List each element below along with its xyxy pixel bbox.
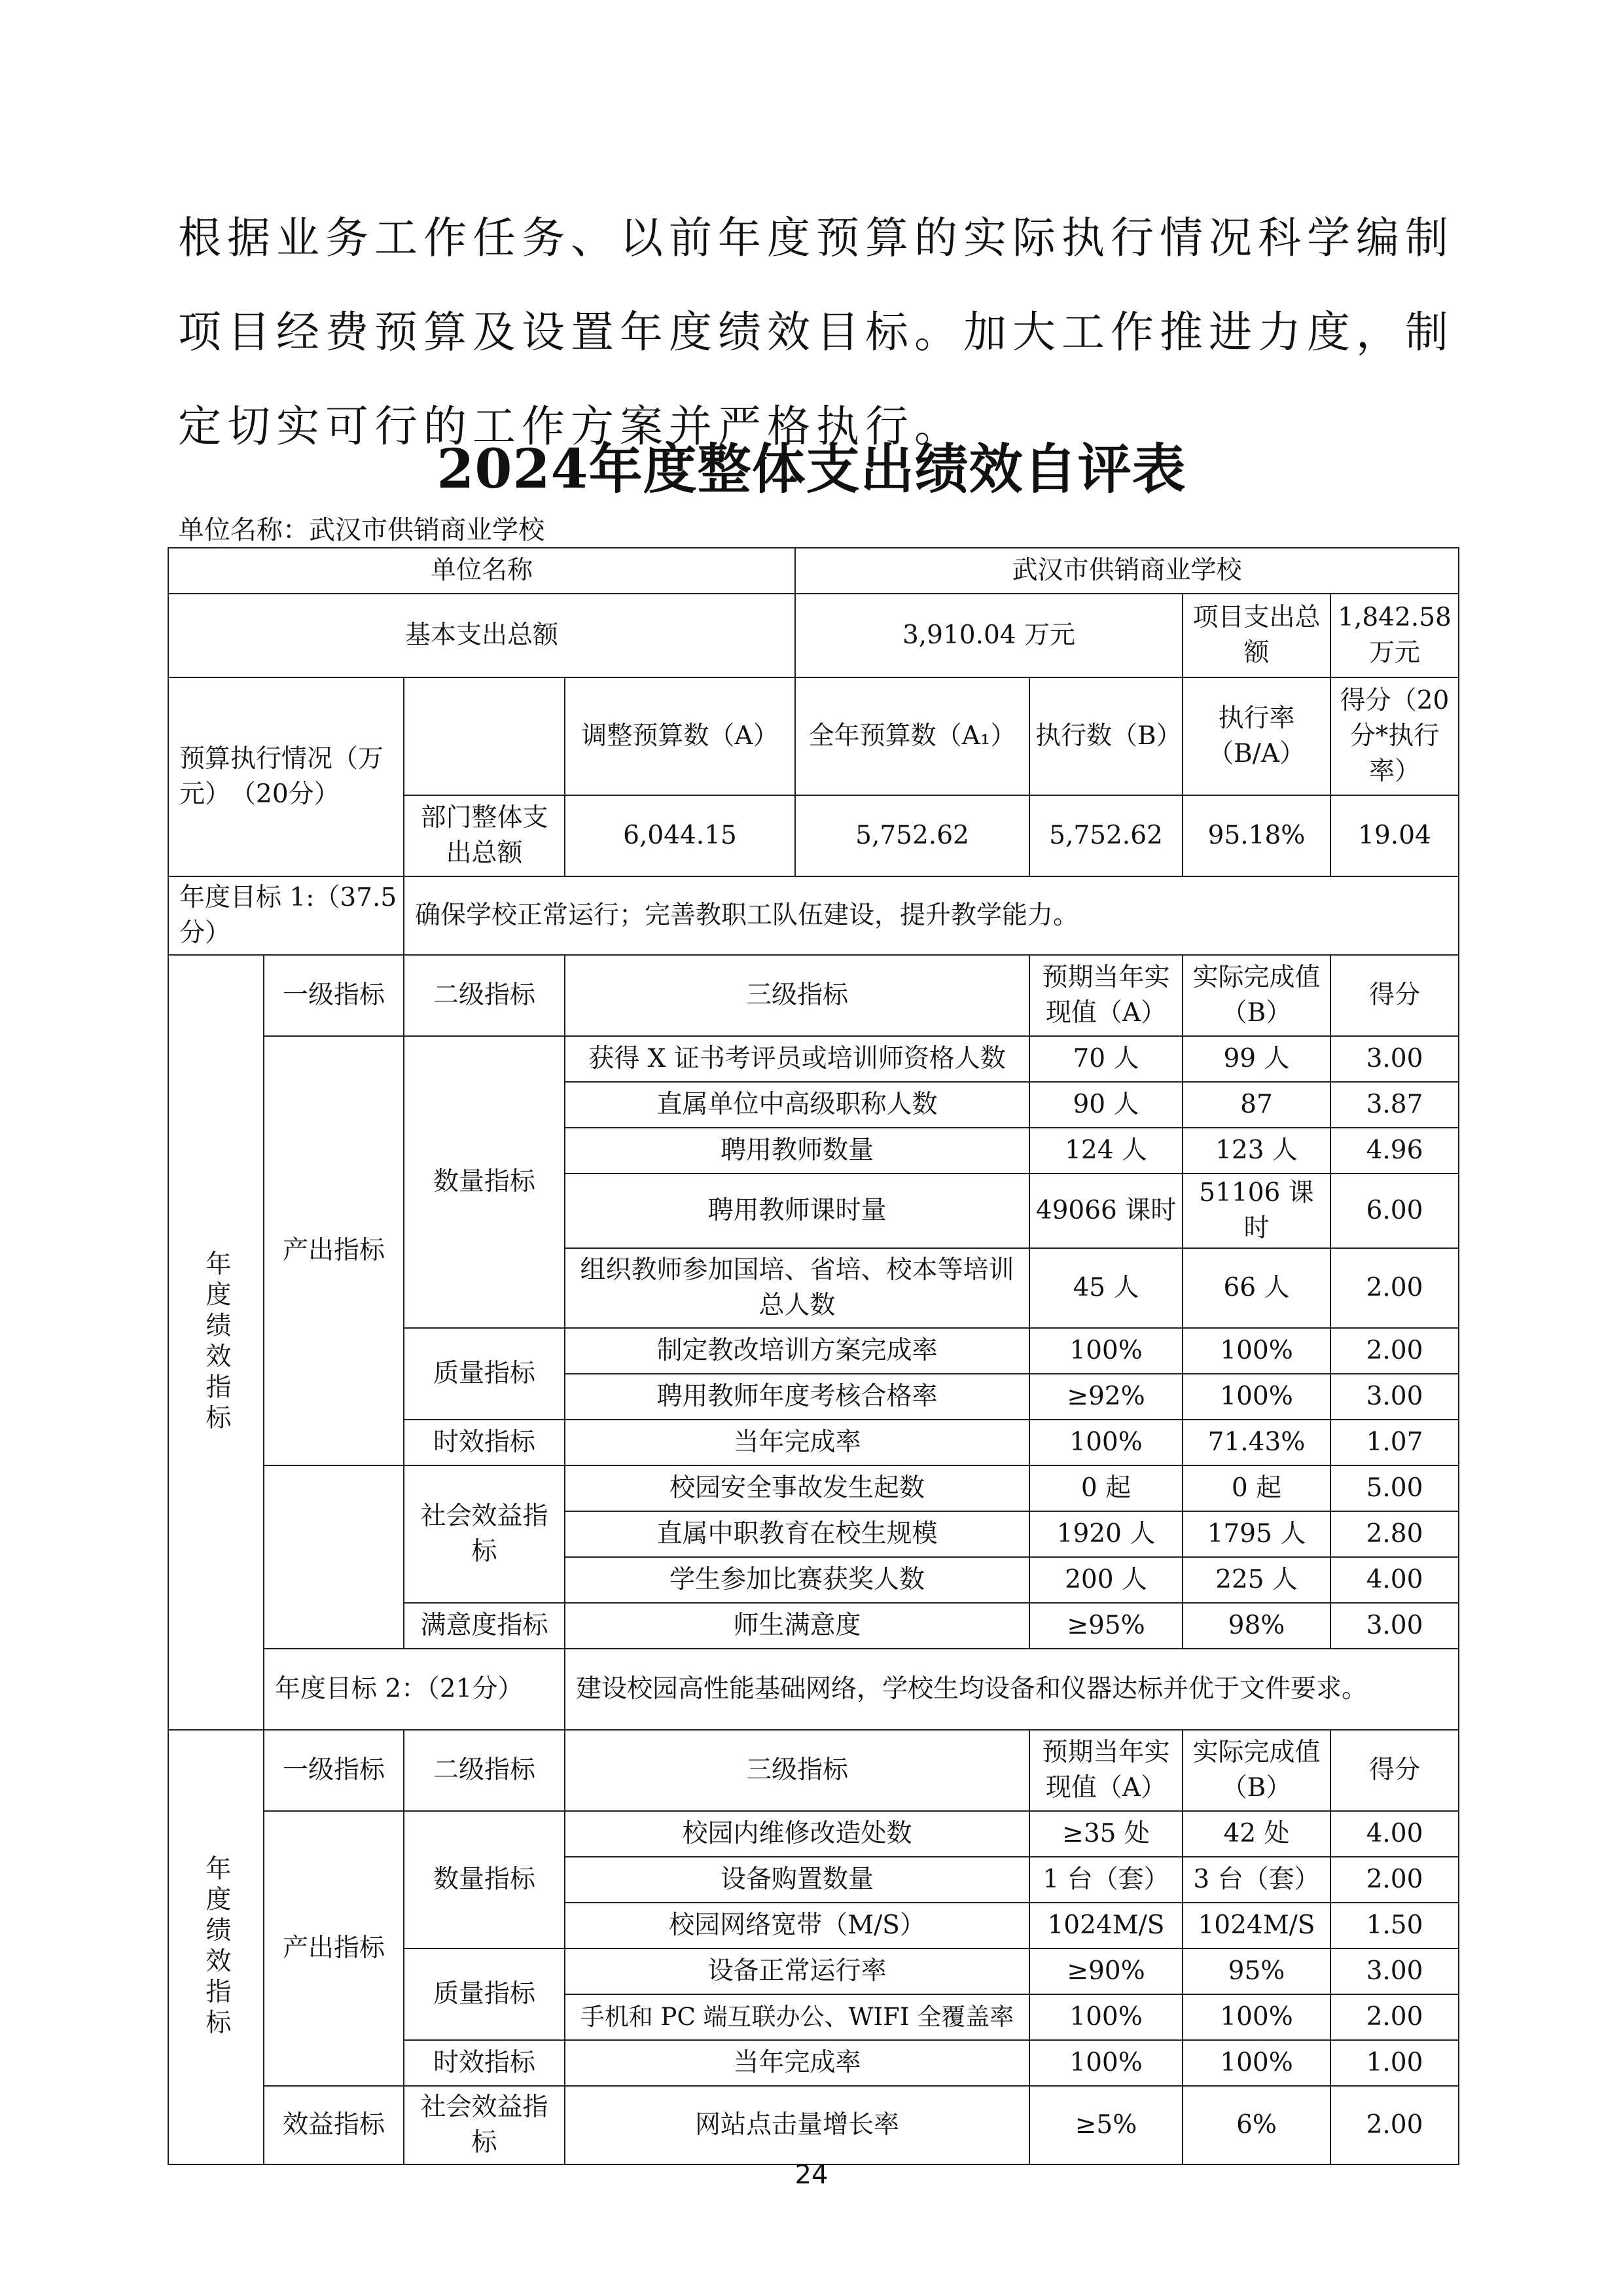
indicator-score: 1.07 — [1330, 1420, 1459, 1465]
goal1-label: 年度目标 1:（37.5分） — [168, 876, 404, 955]
intro-paragraph: 根据业务工作任务、以前年度预算的实际执行情况科学编制项目经费预算及设置年度绩效目标。加大工作推进力度，制定切实可行的工作方案并严格执行。 — [178, 213, 1454, 452]
indicator-target: ≥35 处 — [1029, 1811, 1183, 1857]
goal1-text: 确保学校正常运行；完善教职工队伍建设，提升教学能力。 — [404, 876, 1459, 955]
indicator-name: 直属单位中高级职称人数 — [565, 1082, 1029, 1128]
indicator-target: 0 起 — [1029, 1465, 1183, 1511]
indicator-actual: 98% — [1183, 1603, 1330, 1649]
goal2-header-level3: 三级指标 — [565, 1730, 1029, 1811]
indicator-actual: 100% — [1183, 1994, 1330, 2040]
indicator-target: 100% — [1029, 1994, 1183, 2040]
indicator-name: 手机和 PC 端互联办公、WIFI 全覆盖率 — [565, 1994, 1029, 2040]
budget-header-score: 得分（20分*执行率） — [1330, 677, 1459, 795]
goal2-benefit-label: 效益指标 — [264, 2086, 404, 2164]
indicator-target: 45 人 — [1029, 1248, 1183, 1328]
indicator-actual: 225 人 — [1183, 1557, 1330, 1603]
indicator-name: 校园安全事故发生起数 — [565, 1465, 1029, 1511]
goal1-table — [168, 876, 1459, 2165]
goal1-header-target: 预期当年实现值（A） — [1029, 955, 1183, 1036]
indicator-name: 组织教师参加国培、省培、校本等培训总人数 — [565, 1248, 1029, 1328]
unit-value: 武汉市供销商业学校 — [795, 548, 1459, 594]
goal1-header-score: 得分 — [1330, 955, 1459, 1036]
indicator-name: 聘用教师数量 — [565, 1128, 1029, 1174]
indicator-score: 2.00 — [1330, 1248, 1459, 1328]
indicator-score: 3.87 — [1330, 1082, 1459, 1128]
indicator-target: ≥95% — [1029, 1603, 1183, 1649]
goal2-label: 年度目标 2：（21分） — [264, 1649, 565, 1730]
indicator-actual: 100% — [1183, 1328, 1330, 1374]
budget-blank-cell — [404, 677, 565, 795]
indicator-actual: 87 — [1183, 1082, 1330, 1128]
unit-name-line: 单位名称：武汉市供销商业学校 — [178, 515, 544, 545]
unit-label: 单位名称 — [168, 548, 795, 594]
goal1-satisfaction-label: 满意度指标 — [404, 1603, 565, 1649]
indicator-score: 3.00 — [1330, 1374, 1459, 1420]
budget-table — [168, 677, 1459, 877]
goal2-quantity-label: 数量指标 — [404, 1811, 565, 1948]
goal2-timeliness-label: 时效指标 — [404, 2040, 565, 2086]
indicator-score: 4.00 — [1330, 1811, 1459, 1857]
goal1-side-label: 年度绩效指标 — [168, 955, 264, 1730]
goal1-benefit-blank — [264, 1465, 404, 1649]
page-title: 2024年度整体支出绩效自评表 — [437, 438, 1186, 501]
dept-total-label: 部门整体支出总额 — [404, 795, 565, 876]
basic-expense-label: 基本支出总额 — [168, 594, 795, 677]
indicator-actual: 123 人 — [1183, 1128, 1330, 1174]
indicator-name: 聘用教师年度考核合格率 — [565, 1374, 1029, 1420]
goal2-header-target: 预期当年实现值（A） — [1029, 1730, 1183, 1811]
budget-header-executed: 执行数（B） — [1029, 677, 1183, 795]
budget-header-rate: 执行率（B/A） — [1183, 677, 1330, 795]
indicator-actual: 1024M/S — [1183, 1903, 1330, 1948]
goal1-output-label: 产出指标 — [264, 1036, 404, 1465]
indicator-name: 师生满意度 — [565, 1603, 1029, 1649]
indicator-score: 3.00 — [1330, 1948, 1459, 1994]
indicator-actual: 0 起 — [1183, 1465, 1330, 1511]
indicator-score: 2.00 — [1330, 1857, 1459, 1903]
indicator-actual: 95% — [1183, 1948, 1330, 1994]
goal1-header-actual: 实际完成值（B） — [1183, 955, 1330, 1036]
indicator-score: 1.50 — [1330, 1903, 1459, 1948]
indicator-actual: 42 处 — [1183, 1811, 1330, 1857]
indicator-score: 2.80 — [1330, 1511, 1459, 1557]
goal2-header-score: 得分 — [1330, 1730, 1459, 1811]
indicator-target: ≥92% — [1029, 1374, 1183, 1420]
indicator-name: 聘用教师课时量 — [565, 1174, 1029, 1248]
indicator-actual: 3 台（套） — [1183, 1857, 1330, 1903]
project-expense-label: 项目支出总额 — [1183, 594, 1330, 677]
indicator-target: 100% — [1029, 2040, 1183, 2086]
budget-execution-label: 预算执行情况（万元） （20分） — [168, 677, 404, 876]
indicator-score: 6.00 — [1330, 1174, 1459, 1248]
goal1-header-level1: 一级指标 — [264, 955, 404, 1036]
project-expense-value: 1,842.58 万元 — [1330, 594, 1459, 677]
indicator-actual: 100% — [1183, 2040, 1330, 2086]
indicator-actual: 1795 人 — [1183, 1511, 1330, 1557]
indicator-score: 1.00 — [1330, 2040, 1459, 2086]
indicator-name: 设备购置数量 — [565, 1857, 1029, 1903]
indicator-target: 100% — [1029, 1420, 1183, 1465]
budget-rate-value: 95.18% — [1183, 795, 1330, 876]
goal1-social-label: 社会效益指标 — [404, 1465, 565, 1603]
indicator-name: 学生参加比赛获奖人数 — [565, 1557, 1029, 1603]
goal2-header-level1: 一级指标 — [264, 1730, 404, 1811]
indicator-actual: 99 人 — [1183, 1036, 1330, 1082]
goal2-quality-label: 质量指标 — [404, 1948, 565, 2040]
goal1-header-level2: 二级指标 — [404, 955, 565, 1036]
indicator-name: 直属中职教育在校生规模 — [565, 1511, 1029, 1557]
indicator-target: 1920 人 — [1029, 1511, 1183, 1557]
indicator-actual: 6% — [1183, 2086, 1330, 2164]
indicator-score: 2.00 — [1330, 1994, 1459, 2040]
indicator-name: 设备正常运行率 — [565, 1948, 1029, 1994]
indicator-target: 200 人 — [1029, 1557, 1183, 1603]
indicator-actual: 71.43% — [1183, 1420, 1330, 1465]
indicator-target: 90 人 — [1029, 1082, 1183, 1128]
indicator-actual: 66 人 — [1183, 1248, 1330, 1328]
goal2-side-label: 年度绩效指标 — [168, 1730, 264, 2164]
indicator-target: ≥90% — [1029, 1948, 1183, 1994]
goal2-header-actual: 实际完成值（B） — [1183, 1730, 1330, 1811]
goal2-header-level2: 二级指标 — [404, 1730, 565, 1811]
budget-executed-value: 5,752.62 — [1029, 795, 1183, 876]
indicator-name: 网站点击量增长率 — [565, 2086, 1029, 2164]
indicator-target: 49066 课时 — [1029, 1174, 1183, 1248]
indicator-name: 当年完成率 — [565, 1420, 1029, 1465]
budget-adjusted-value: 6,044.15 — [565, 795, 795, 876]
indicator-score: 3.00 — [1330, 1603, 1459, 1649]
basic-expense-value: 3,910.04 万元 — [795, 594, 1183, 677]
indicator-name: 制定教改培训方案完成率 — [565, 1328, 1029, 1374]
indicator-score: 4.00 — [1330, 1557, 1459, 1603]
summary-table — [168, 547, 1459, 678]
goal1-timeliness-label: 时效指标 — [404, 1420, 565, 1465]
indicator-target: 70 人 — [1029, 1036, 1183, 1082]
indicator-name: 获得 X 证书考评员或培训师资格人数 — [565, 1036, 1029, 1082]
indicator-target: 1024M/S — [1029, 1903, 1183, 1948]
budget-header-adjusted: 调整预算数（A） — [565, 677, 795, 795]
goal1-quantity-label: 数量指标 — [404, 1036, 565, 1328]
indicator-score: 2.00 — [1330, 1328, 1459, 1374]
indicator-score: 4.96 — [1330, 1128, 1459, 1174]
indicator-score: 5.00 — [1330, 1465, 1459, 1511]
indicator-target: ≥5% — [1029, 2086, 1183, 2164]
indicator-target: 100% — [1029, 1328, 1183, 1374]
budget-header-annual: 全年预算数（A₁） — [795, 677, 1029, 795]
indicator-score: 3.00 — [1330, 1036, 1459, 1082]
indicator-name: 当年完成率 — [565, 2040, 1029, 2086]
page-number: 24 — [794, 2160, 829, 2190]
goal1-quality-label: 质量指标 — [404, 1328, 565, 1420]
indicator-target: 1 台（套） — [1029, 1857, 1183, 1903]
goal2-text: 建设校园高性能基础网络，学校生均设备和仪器达标并优于文件要求。 — [565, 1649, 1459, 1730]
budget-annual-value: 5,752.62 — [795, 795, 1029, 876]
budget-score-value: 19.04 — [1330, 795, 1459, 876]
indicator-name: 校园内维修改造处数 — [565, 1811, 1029, 1857]
goal1-header-level3: 三级指标 — [565, 955, 1029, 1036]
indicator-target: 124 人 — [1029, 1128, 1183, 1174]
indicator-name: 校园网络宽带（M/S） — [565, 1903, 1029, 1948]
goal2-social-label: 社会效益指标 — [404, 2086, 565, 2164]
indicator-actual: 51106 课时 — [1183, 1174, 1330, 1248]
indicator-actual: 100% — [1183, 1374, 1330, 1420]
goal2-output-label: 产出指标 — [264, 1811, 404, 2086]
indicator-score: 2.00 — [1330, 2086, 1459, 2164]
